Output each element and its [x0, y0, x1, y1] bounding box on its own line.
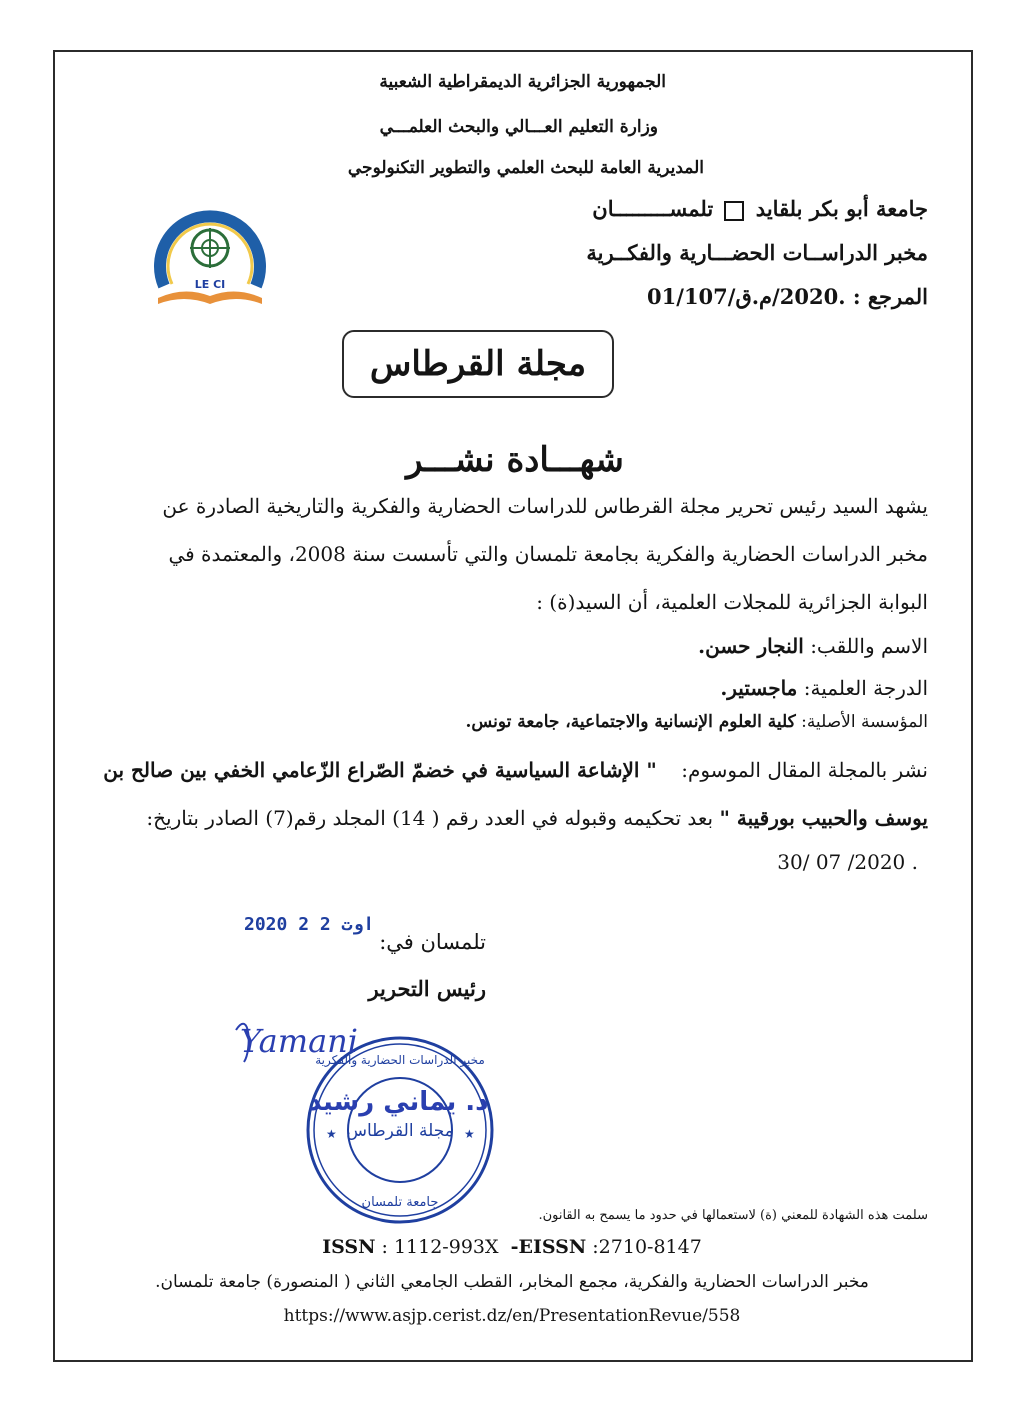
seal-ring-bottom-text: جامعة تلمسان [361, 1195, 439, 1210]
journal-name: مجلة القرطاس [369, 344, 587, 384]
lab-address: مخبر الدراسات الحضارية والفكرية، مجمع المخابر، القطب الجامعي الثاني ( المنصورة) جامعة تلمسان. [155, 1272, 869, 1292]
seal-ring-top-text: مخبر الدراسات الحضارية والفكرية [315, 1053, 485, 1067]
place-label: تلمسان في: [379, 930, 486, 954]
signature-scrawl: Yamani [240, 1022, 358, 1060]
university-name: جامعة أبو بكر بلقايد [755, 196, 928, 221]
article-intro: نشر بالمجلة المقال الموسوم: [681, 758, 928, 782]
journal-name-box [342, 330, 614, 398]
name-row [698, 634, 928, 658]
body-line-2: مخبر الدراسات الحضارية والفكرية بجامعة تلمسان والتي تأسست سنة 2008، والمعتمدة في [168, 542, 928, 566]
degree-row [720, 676, 928, 700]
reference-line [647, 284, 928, 309]
issn-line [0, 1236, 1024, 1258]
name-value: النجار حسن. [698, 634, 804, 658]
issn-value: : 1112-993X [381, 1236, 499, 1258]
article-row-2 [146, 806, 928, 830]
legal-note: سلمت هذه الشهادة للمعني (ة) لاستعمالها في حدود ما يسمح به القانون. [538, 1208, 928, 1223]
signature-name: د. يماني رشيد [308, 1087, 489, 1117]
article-title-part-2: يوسف والحبيب بورقيبة " [719, 806, 928, 830]
eissn-label: -EISSN [510, 1236, 587, 1258]
university-line [592, 196, 928, 221]
checkbox-glyph-icon [724, 201, 744, 221]
degree-value: ماجستير. [720, 676, 798, 700]
article-acceptance: بعد تحكيمه وقبوله في العدد رقم ( 14) المجلد رقم(7) الصادر بتاريخ: [146, 806, 714, 830]
degree-label: الدرجة العلمية: [803, 676, 928, 700]
received-date-stamp: 2020 اوت 2 2 [244, 914, 375, 935]
certificate-title: شهـــادة نشـــر [406, 440, 624, 480]
article-row-1 [103, 758, 928, 782]
ministry-heading: وزارة التعليم العـــالي والبحث العلمـــي [379, 117, 658, 137]
article-title-part-1: " الإشاعة السياسية في خضمّ الصّراع الزّعامي الخفي بين صالح بن [103, 758, 657, 782]
svg-text:★: ★ [464, 1127, 475, 1141]
name-label: الاسم واللقب: [810, 634, 928, 658]
publication-date: . 2020/ 07 /30 [777, 850, 918, 874]
reference-label: المرجع : [852, 284, 928, 309]
svg-text:★: ★ [326, 1127, 337, 1141]
editor-title: رئيس التحرير [368, 976, 486, 1001]
eissn-value: :2710-8147 [592, 1236, 702, 1258]
issn-label: ISSN [322, 1236, 376, 1258]
institution-label: المؤسسة الأصلية: [801, 712, 928, 732]
lab-name: مخبر الدراســات الحضـــارية والفكــرية [586, 240, 928, 265]
university-city: تلمســـــــــان [592, 196, 714, 221]
institution-row [466, 712, 928, 732]
journal-url: https://www.asjp.cerist.dz/en/PresentationRevue/558 [283, 1306, 741, 1326]
body-line-1: يشهد السيد رئيس تحرير مجلة القرطاس للدراسات الحضارية والفكرية والتاريخية الصادرة عن [162, 494, 928, 518]
directorate-heading: المديرية العامة للبحث العلمي والتطوير التكنولوجي [347, 158, 704, 178]
institution-value: كلية العلوم الإنسانية والاجتماعية، جامعة تونس. [465, 712, 796, 732]
republic-heading: الجمهورية الجزائرية الديمقراطية الشعبية [379, 72, 666, 92]
lab-logo-icon [150, 190, 270, 310]
seal-center-text: مجلة القرطاس [346, 1121, 454, 1141]
body-line-3: البوابة الجزائرية للمجلات العلمية، أن السيد(ة) : [536, 590, 928, 614]
logo-text: LE CI [194, 278, 226, 291]
reference-value: .2020/م.ق/01/107 [647, 284, 846, 309]
